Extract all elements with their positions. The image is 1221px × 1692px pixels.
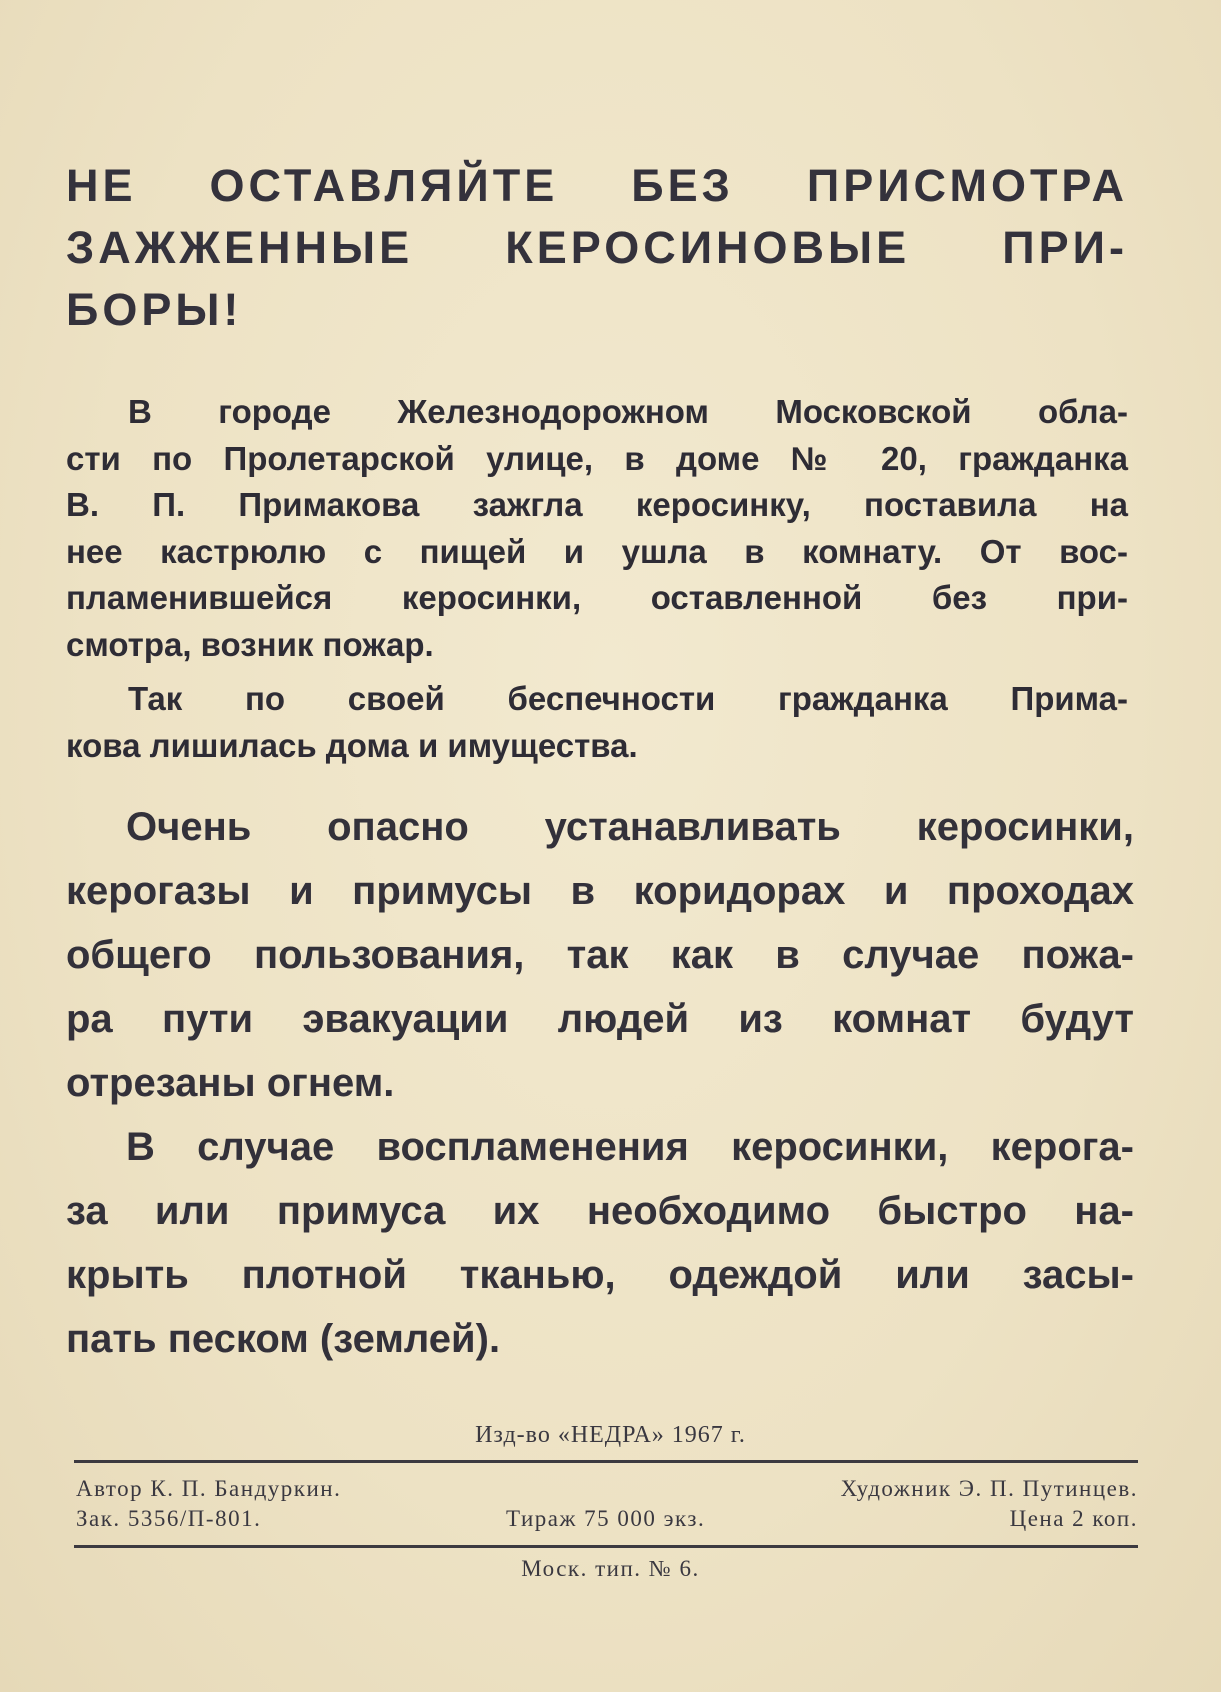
publisher-line: Изд-во «НЕДРА» 1967 г. [475, 1422, 746, 1448]
story-line: В. П. Примакова зажгла керосинку, поставила на [66, 486, 1128, 523]
warning-line: ра пути эвакуации людей из комнат будут [66, 997, 1134, 1041]
headline-line: НЕ ОСТАВЛЯЙТЕ БЕЗ ПРИСМОТРА [66, 160, 1128, 211]
story-line: сти по Пролетарской улице, в доме № 20, гражданка [66, 439, 1128, 477]
warning-paragraph [66, 795, 1134, 1115]
divider-rule [74, 1460, 1138, 1463]
story-line: смотра, возник пожар. [66, 625, 434, 663]
warning-line: общего пользования, так как в случае пожа- [66, 933, 1134, 977]
warning-line: керогазы и примусы в коридорах и проходах [66, 869, 1134, 913]
story-line: В городе Железнодорожном Московской обла- [128, 393, 1128, 430]
credits-right [841, 1474, 1138, 1534]
author-credit: Автор К. П. Бандуркин. [76, 1476, 342, 1501]
warning-line: отрезаны огнем. [66, 1061, 395, 1105]
credits-block [74, 1474, 1138, 1538]
story-line: Так по своей беспечности гражданка Прима- [128, 680, 1128, 717]
price: Цена 2 коп. [1009, 1506, 1138, 1531]
credits-left [76, 1474, 341, 1534]
incident-story [66, 389, 1128, 769]
story-line: нее кастрюлю с пищей и ушла в комнату. От вос- [66, 532, 1128, 570]
safety-warning [66, 795, 1134, 1371]
credits-middle [506, 1504, 705, 1534]
headline [66, 155, 1128, 341]
print-run: Тираж 75 000 экз. [506, 1506, 706, 1531]
printer-line: Моск. тип. № 6. [521, 1556, 700, 1581]
story-line: кова лишилась дома и имущества. [66, 726, 638, 764]
warning-line: за или примуса их необходимо быстро на- [66, 1189, 1134, 1233]
warning-line: крыть плотной тканью, одеждой или засы- [66, 1253, 1134, 1297]
warning-line: Очень опасно устанавливать керосинки, [126, 805, 1134, 849]
warning-line: пать песком (землей). [66, 1317, 501, 1361]
order-number: Зак. 5356/П-801. [76, 1506, 262, 1531]
warning-paragraph [66, 1115, 1134, 1371]
headline-line: БОРЫ! [66, 284, 243, 335]
story-line: пламенившейся керосинки, оставленной без при- [66, 579, 1128, 616]
warning-line: В случае воспламенения керосинки, керога- [126, 1125, 1134, 1169]
artist-credit: Художник Э. П. Путинцев. [840, 1476, 1138, 1501]
divider-rule [74, 1545, 1138, 1548]
story-paragraph [66, 676, 1128, 769]
headline-line: ЗАЖЖЕННЫЕ КЕРОСИНОВЫЕ ПРИ- [66, 222, 1128, 273]
story-paragraph [66, 389, 1128, 668]
